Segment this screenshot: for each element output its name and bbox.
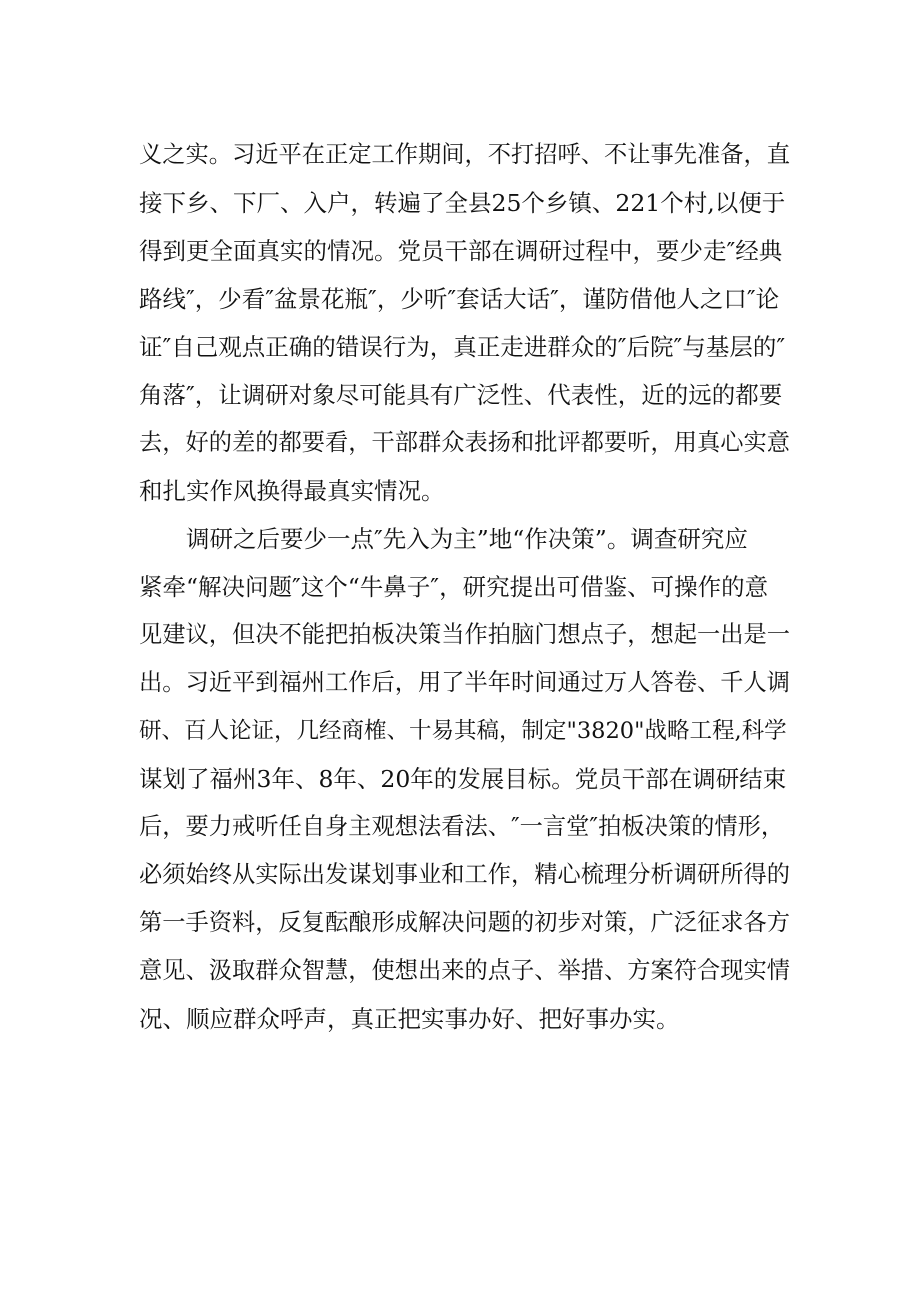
- paragraph-line: 和扎实作风换得最真实情况。: [139, 477, 445, 505]
- paragraph-line: 紧牵“解决问题″这个“牛鼻子″，研究提出可借鉴、可操作的意: [139, 573, 769, 601]
- paragraph-line: 角落″，让调研对象尽可能具有广泛性、代表性，近的远的都要: [139, 381, 783, 409]
- paragraph-line: 出。习近平到福州工作后，用了半年时间通过万人答卷、千人调: [139, 669, 791, 696]
- paragraph-1: [139, 131, 789, 515]
- paragraph-line: 第一手资料，反复酝酿形成解决问题的初步对策，广泛征求各方: [139, 909, 791, 936]
- paragraph-line: 调研之后要少一点″先入为主”地“作决策”。调查研究应: [186, 525, 748, 553]
- paragraph-line: 义之实。习近平在正定工作期间，不打招呼、不让事先准备，直: [139, 141, 791, 168]
- paragraph-line: 接下乡、下厂、入户，转遍了全县25个乡镇、221个村,以便于: [139, 189, 786, 217]
- paragraph-line: 后，要力戒听任自身主观想法看法、″一言堂″拍板决策的情形，: [139, 813, 785, 840]
- paragraph-line: 必须始终从实际出发谋划事业和工作，精心梳理分析调研所得的: [139, 861, 791, 888]
- paragraph-line: 去，好的差的都要看，干部群众表扬和批评都要听，用真心实意: [139, 429, 791, 456]
- paragraph-line: 证″自己观点正确的错误行为，真正走进群众的″后院″与基层的″: [139, 333, 786, 361]
- paragraph-line: 谋划了福州3年、8年、20年的发展目标。党员干部在调研结束: [139, 765, 787, 793]
- paragraph-line: 见建议，但决不能把拍板决策当作拍脑门想点子，想起一出是一: [139, 621, 791, 648]
- paragraph-line: 况、顺应群众呼声，真正把实事办好、把好事办实。: [139, 1005, 680, 1033]
- paragraph-line: 路线″，少看″盆景花瓶″，少听″套话大话″，谨防借他人之口″论: [139, 285, 780, 313]
- paragraph-line: 得到更全面真实的情况。党员干部在调研过程中，要少走″经典: [139, 237, 783, 265]
- paragraph-line: 意见、汲取群众智慧，使想出来的点子、举措、方案符合现实情: [139, 957, 791, 984]
- paragraph-line: 研、百人论证，几经商榷、十易其稿，制定"3820"战略工程,科学: [139, 718, 787, 744]
- paragraph-2: [139, 515, 789, 1043]
